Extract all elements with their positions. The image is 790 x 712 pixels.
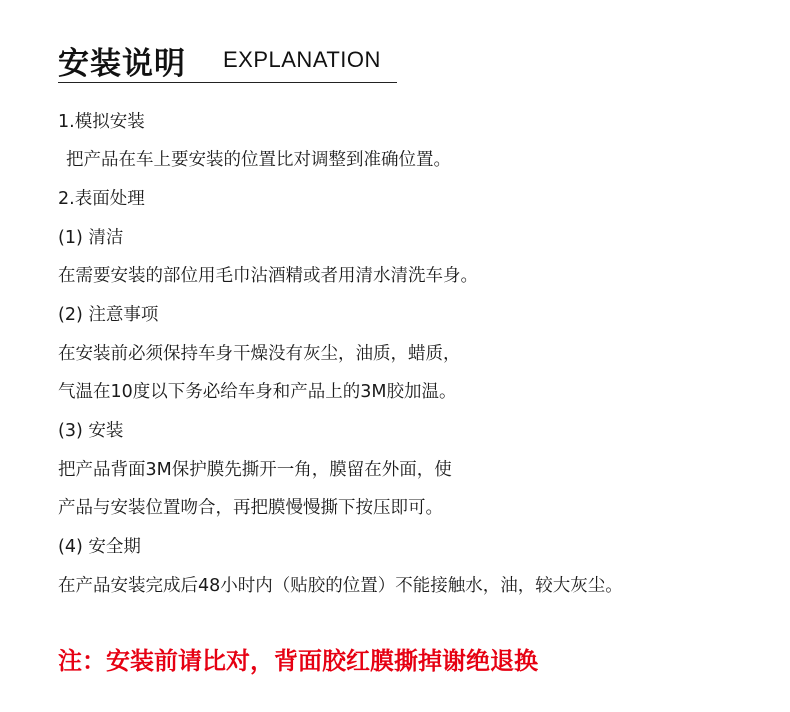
page-title: 安装说明 <box>58 46 186 82</box>
page-subtitle-english: EXPLANATION <box>223 47 381 72</box>
step-heading: 2.表面处理 <box>58 189 145 209</box>
step-text: 把产品在车上要安装的位置比对调整到准确位置。 <box>66 150 451 170</box>
section-header <box>58 38 397 83</box>
substep-heading: (3) 安装 <box>58 421 124 441</box>
substep-heading: (2) 注意事项 <box>58 305 159 325</box>
step-text: 在产品安装完成后48小时内（贴胶的位置）不能接触水，油，较大灰尘。 <box>58 576 623 596</box>
step-text: 把产品背面3M保护膜先撕开一角，膜留在外面，使 <box>58 460 452 480</box>
step-text: 在安装前必须保持车身干燥没有灰尘，油质，蜡质， <box>58 344 461 364</box>
step-text: 在需要安装的部位用毛巾沾酒精或者用清水清洗车身。 <box>58 266 478 286</box>
substep-heading: (4) 安全期 <box>58 537 141 557</box>
substep-heading: (1) 清洁 <box>58 228 124 248</box>
step-text: 产品与安装位置吻合，再把膜慢慢撕下按压即可。 <box>58 498 443 518</box>
step-heading: 1.模拟安装 <box>58 112 145 132</box>
step-text: 气温在10度以下务必给车身和产品上的3M胶加温。 <box>58 382 457 402</box>
warning-note: 注：安装前请比对，背面胶红膜撕掉谢绝退换 <box>58 647 538 675</box>
